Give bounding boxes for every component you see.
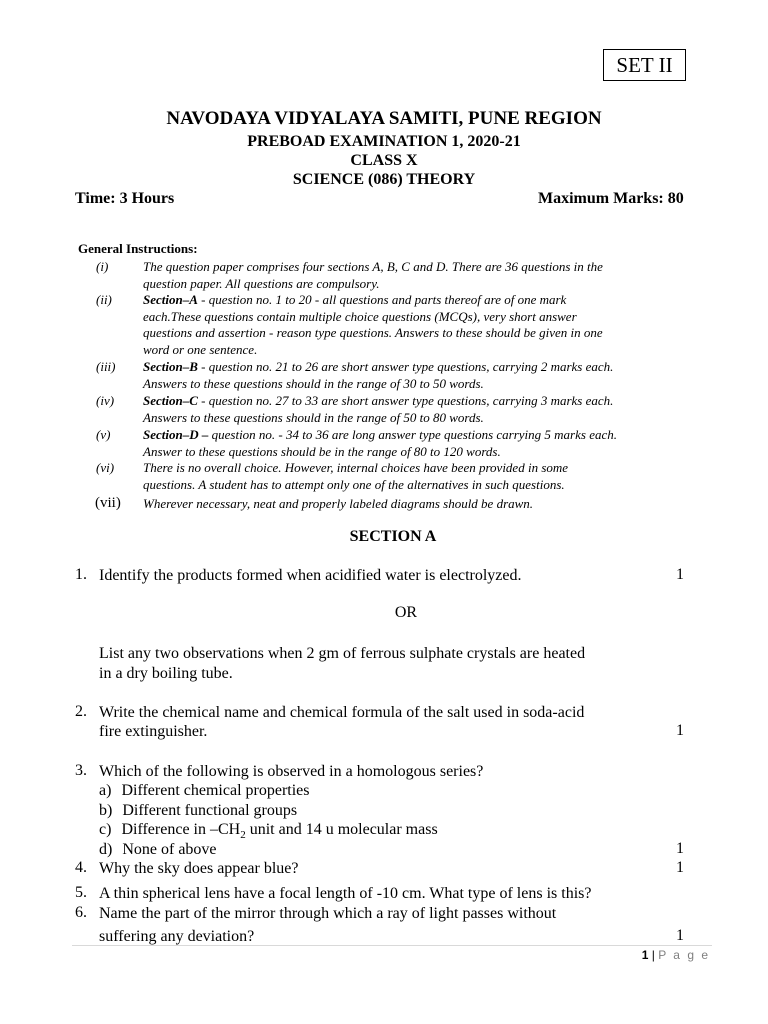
option-label: c) bbox=[99, 821, 112, 838]
instruction-number: (i) bbox=[96, 259, 109, 274]
page-separator: | bbox=[648, 948, 659, 962]
instruction-line: questions and assertion - reason type questions. Answers to these should be given in one bbox=[143, 325, 603, 340]
section-b-label: Section–B bbox=[143, 359, 198, 374]
question-number: 1. bbox=[75, 566, 87, 583]
instruction-number: (ii) bbox=[96, 292, 112, 307]
option-a bbox=[99, 781, 310, 801]
instruction-line: each.These questions contain multiple choice questions (MCQs), very short answer bbox=[143, 308, 577, 324]
section-d-label: Section–D – bbox=[143, 427, 209, 442]
class-title: CLASS X bbox=[350, 152, 418, 169]
question-number: 4. bbox=[75, 859, 87, 876]
section-c-label: Section–C bbox=[143, 393, 198, 408]
instructions-title: General Instructions: bbox=[78, 241, 198, 256]
option-text: Different chemical properties bbox=[121, 782, 310, 799]
option-text-post: unit and 14 u molecular mass bbox=[245, 821, 438, 838]
footer-divider bbox=[72, 945, 712, 946]
option-b bbox=[99, 801, 297, 821]
page-label: P a g e bbox=[658, 948, 710, 962]
time-label: Time: 3 Hours bbox=[75, 190, 175, 207]
instruction-line: - question no. 27 to 33 are short answer type questions, carrying 3 marks each. bbox=[197, 393, 614, 408]
question-1-text: Identify the products formed when acidified water is electrolyzed. bbox=[99, 567, 522, 584]
subject-title: SCIENCE (086) THEORY bbox=[292, 171, 476, 188]
question-2-line: Write the chemical name and chemical formula of the salt used in soda-acid bbox=[99, 704, 585, 721]
option-text-pre: Difference in –CH bbox=[121, 821, 241, 838]
org-title: NAVODAYA VIDYALAYA SAMITI, PUNE REGION bbox=[166, 108, 602, 129]
instruction-line: There is no overall choice. However, internal choices have been provided in some bbox=[143, 460, 569, 475]
instruction-line: question paper. All questions are compulsory. bbox=[143, 275, 380, 291]
question-1-alt-line: List any two observations when 2 gm of ferrous sulphate crystals are heated bbox=[99, 645, 586, 662]
question-number: 3. bbox=[75, 762, 87, 779]
question-2-line: fire extinguisher. bbox=[99, 723, 208, 740]
instruction-number: (vi) bbox=[96, 460, 115, 475]
question-marks: 1 bbox=[676, 840, 684, 857]
instruction-line: - question no. 1 to 20 - all questions and parts thereof are of one mark bbox=[197, 292, 567, 307]
instruction-line: The question paper comprises four sections A, B, C and D. There are 36 questions in the bbox=[143, 259, 603, 274]
instruction-line: Wherever necessary, neat and properly labeled diagrams should be drawn. bbox=[143, 496, 534, 511]
question-marks: 1 bbox=[676, 927, 684, 944]
instruction-line: Answers to these questions should in the range of 30 to 50 words. bbox=[143, 375, 484, 391]
or-divider: OR bbox=[394, 604, 418, 621]
max-marks-label: Maximum Marks: 80 bbox=[538, 190, 684, 207]
instruction-line: Answer to these questions should be in the range of 80 to 120 words. bbox=[143, 443, 501, 459]
option-d bbox=[99, 840, 217, 860]
question-number: 5. bbox=[75, 884, 87, 901]
page-number: 1 bbox=[641, 948, 649, 962]
instruction-number: (vii) bbox=[95, 495, 121, 511]
instruction-number: (v) bbox=[96, 427, 111, 442]
question-3-text: Which of the following is observed in a homologous series? bbox=[99, 763, 484, 780]
instruction-line: question no. - 34 to 36 are long answer type questions carrying 5 marks each. bbox=[208, 427, 617, 442]
instruction-number: (iii) bbox=[96, 359, 116, 374]
question-4-text: Why the sky does appear blue? bbox=[99, 860, 299, 877]
question-6-line: Name the part of the mirror through which a ray of light passes without bbox=[99, 905, 557, 922]
option-label: d) bbox=[99, 841, 113, 858]
instruction-line: - question no. 21 to 26 are short answer type questions, carrying 2 marks each. bbox=[197, 359, 614, 374]
option-label: b) bbox=[99, 802, 113, 819]
question-marks: 1 bbox=[676, 566, 684, 583]
question-number: 2. bbox=[75, 703, 87, 720]
question-6-line: suffering any deviation? bbox=[99, 928, 255, 945]
section-a-heading: SECTION A bbox=[349, 528, 437, 545]
option-text: None of above bbox=[122, 841, 217, 858]
option-subscript: 2 bbox=[240, 829, 246, 842]
instruction-number: (iv) bbox=[96, 393, 115, 408]
instruction-line: questions. A student has to attempt only one of the alternatives in such questions. bbox=[143, 476, 565, 492]
question-number: 6. bbox=[75, 904, 87, 921]
page-footer bbox=[0, 948, 710, 962]
set-label: SET II bbox=[603, 49, 686, 81]
instruction-line: word or one sentence. bbox=[143, 341, 258, 357]
section-a-label: Section–A bbox=[143, 292, 198, 307]
question-1-alt-line: in a dry boiling tube. bbox=[99, 665, 233, 682]
exam-title: PREBOAD EXAMINATION 1, 2020-21 bbox=[247, 133, 521, 150]
question-5-text: A thin spherical lens have a focal length of -10 cm. What type of lens is this? bbox=[99, 885, 592, 902]
question-marks: 1 bbox=[676, 722, 684, 739]
option-label: a) bbox=[99, 782, 112, 799]
option-text bbox=[121, 821, 438, 842]
option-text: Different functional groups bbox=[122, 802, 298, 819]
instruction-line: Answers to these questions should in the range of 50 to 80 words. bbox=[143, 409, 484, 425]
question-marks: 1 bbox=[676, 859, 684, 876]
